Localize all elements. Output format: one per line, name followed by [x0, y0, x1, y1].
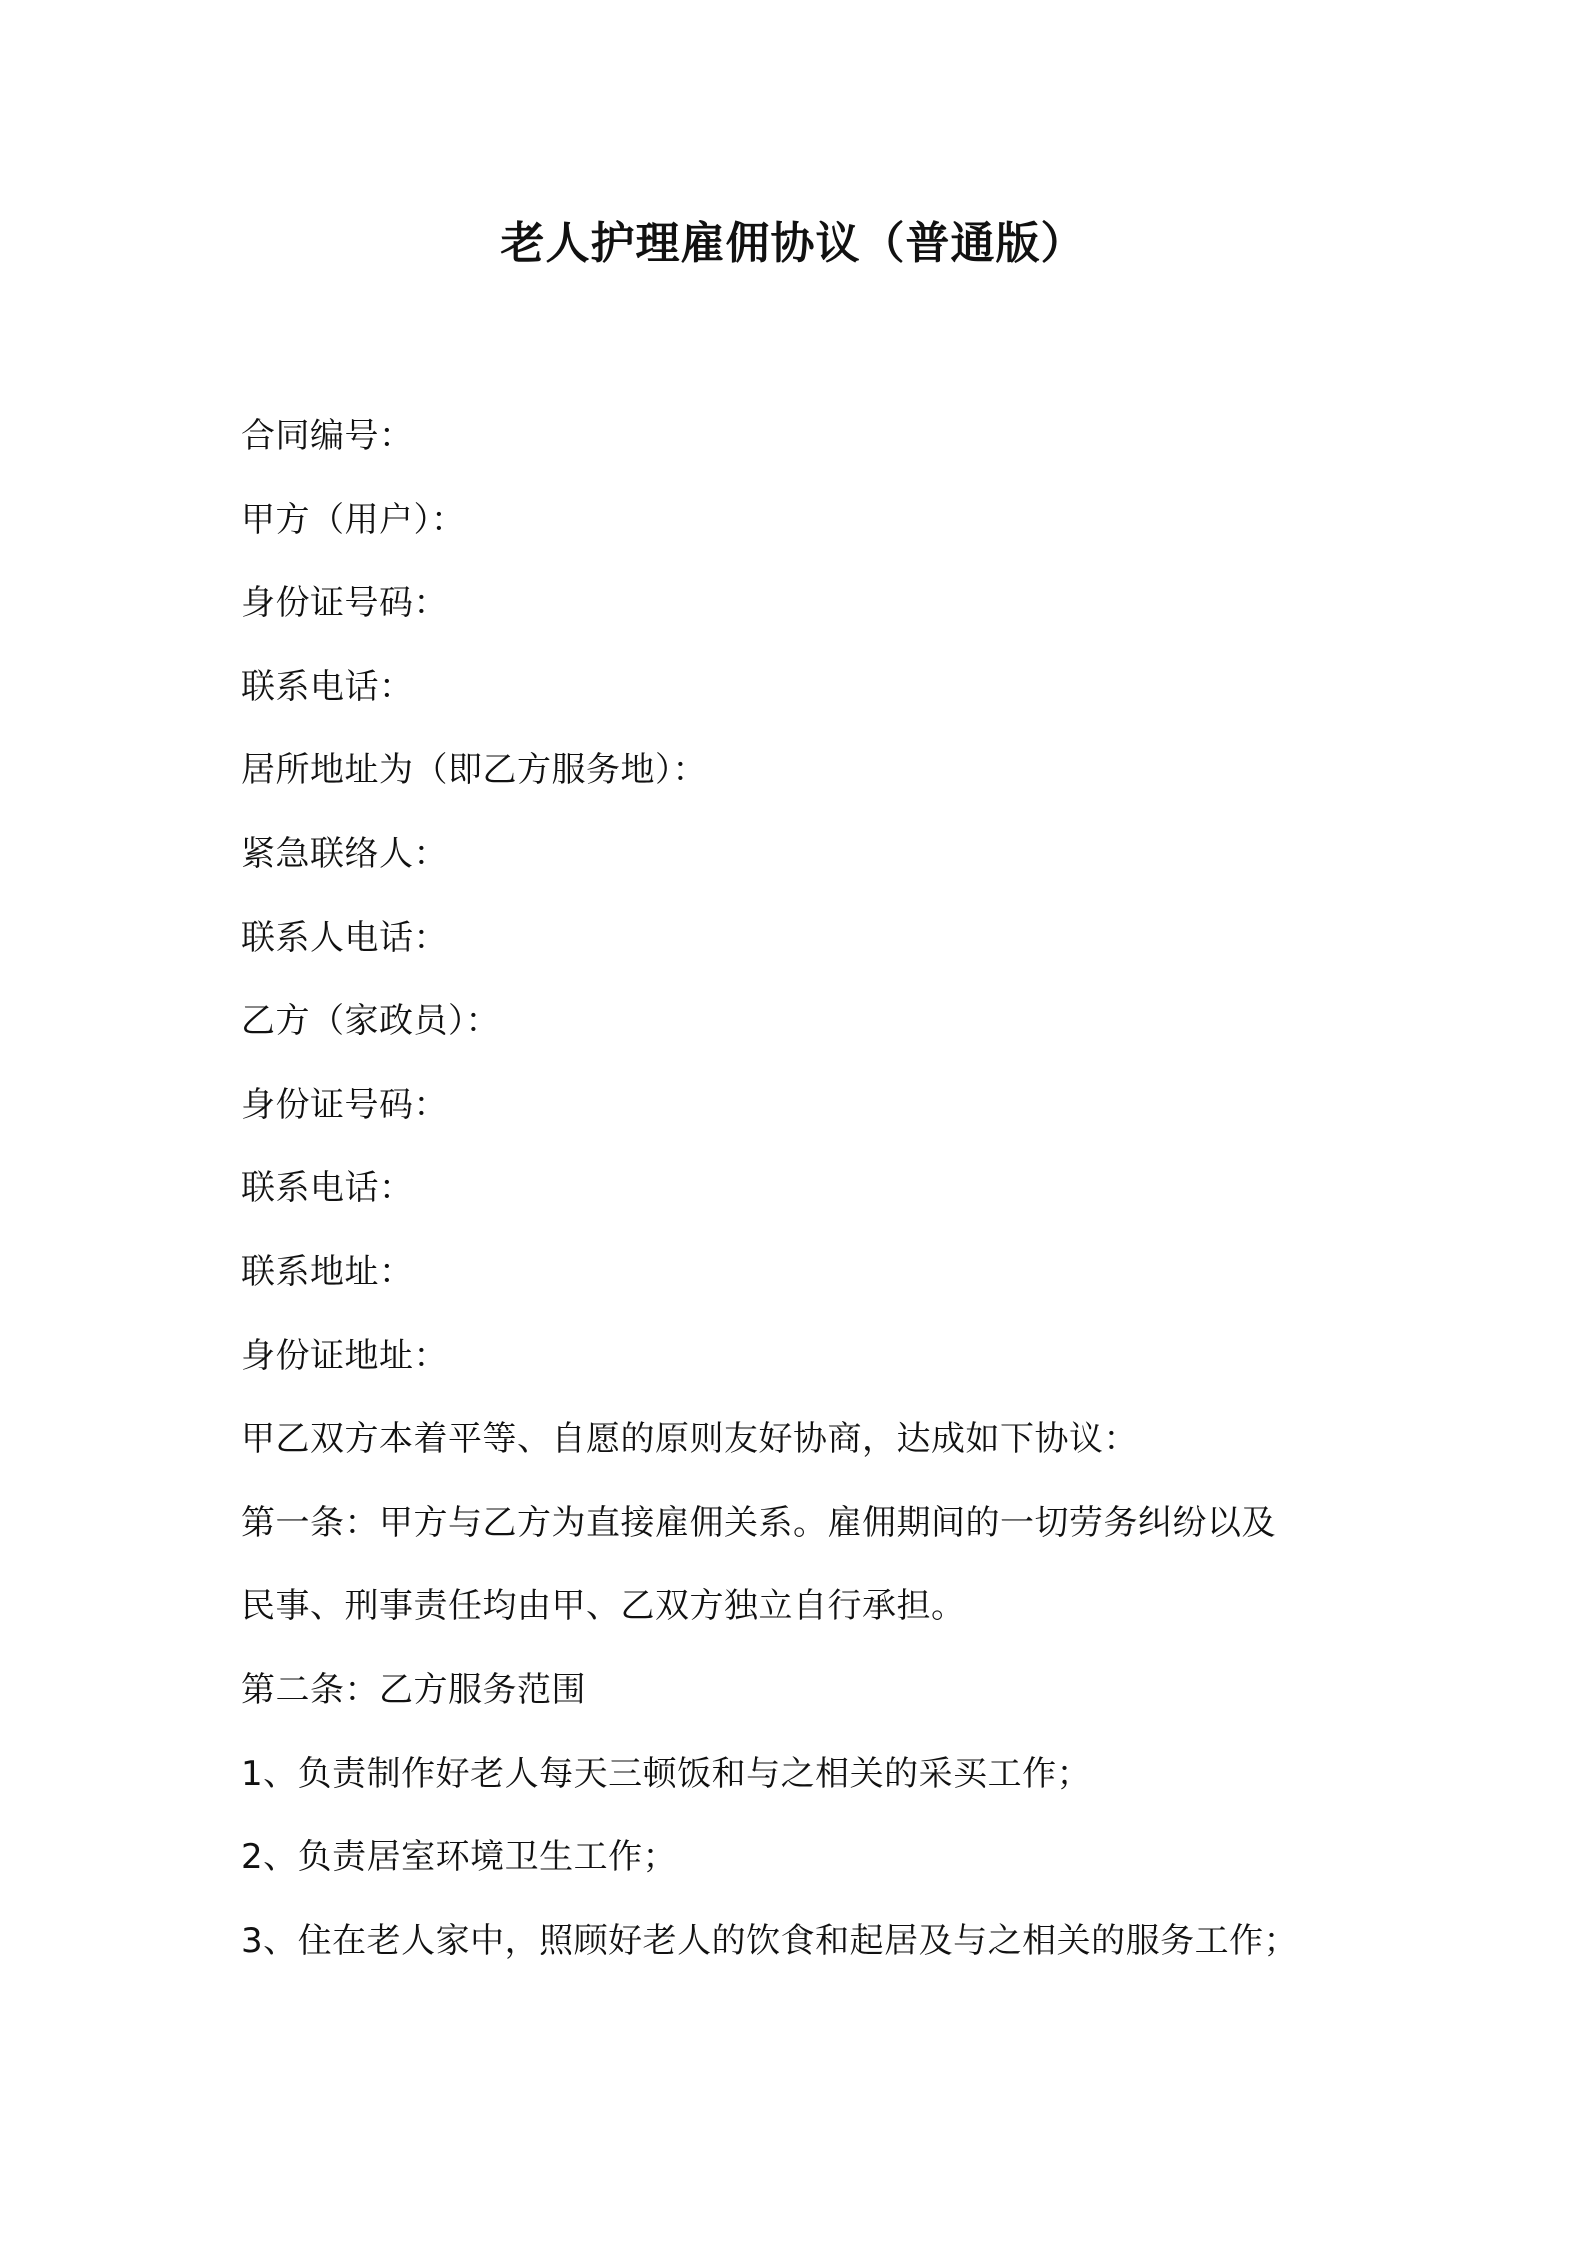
service-item-1: 1、负责制作好老人每天三顿饭和与之相关的采买工作； [241, 1753, 1092, 1794]
field-party-a-phone: 联系电话： [241, 666, 414, 707]
article-1-line-2: 民事、刑事责任均由甲、乙双方独立自行承担。 [241, 1586, 966, 1627]
field-party-a: 甲方（用户）： [241, 499, 466, 540]
field-party-b-id-address: 身份证地址： [241, 1335, 448, 1376]
field-contract-number: 合同编号： [241, 416, 414, 456]
service-item-2: 2、负责居室环境卫生工作； [241, 1837, 678, 1878]
field-party-b-address: 联系地址： [241, 1251, 414, 1292]
field-party-b: 乙方（家政员）： [241, 1001, 500, 1042]
field-contact-phone: 联系人电话： [241, 917, 448, 958]
field-residence-address: 居所地址为（即乙方服务地）： [241, 750, 707, 791]
field-party-a-id-number: 身份证号码： [241, 583, 448, 624]
service-item-3: 3、住在老人家中，照顾好老人的饮食和起居及与之相关的服务工作； [241, 1920, 1299, 1961]
document-body [241, 408, 1361, 1996]
agreement-intro: 甲乙双方本着平等、自愿的原则友好协商，达成如下协议： [241, 1419, 1138, 1460]
field-party-b-phone: 联系电话： [241, 1168, 414, 1209]
document-title: 老人护理雇佣协议（普通版） [500, 218, 1086, 269]
article-2-heading: 第二条：乙方服务范围 [241, 1669, 586, 1710]
field-emergency-contact: 紧急联络人： [241, 833, 448, 874]
field-party-b-id-number: 身份证号码： [241, 1084, 448, 1125]
article-1-line-1: 第一条：甲方与乙方为直接雇佣关系。雇佣期间的一切劳务纠纷以及 [241, 1502, 1276, 1543]
